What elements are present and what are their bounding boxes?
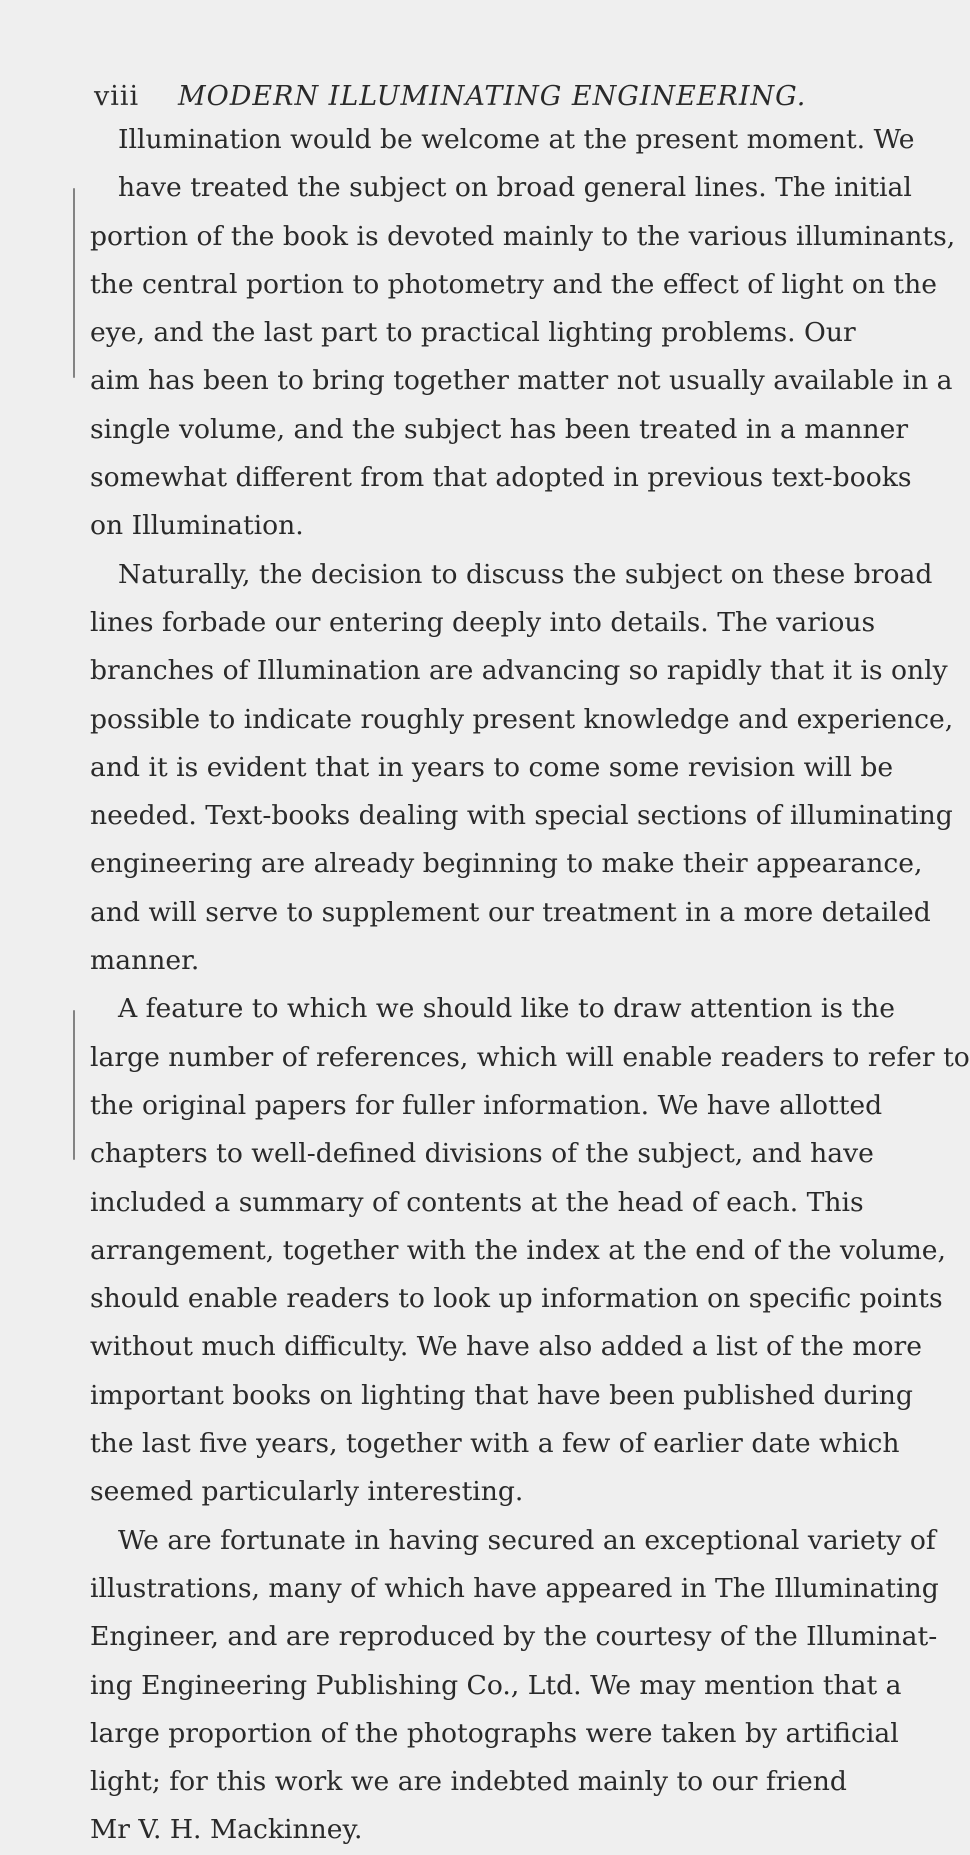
text-line: illustrations, many of which have appeared in The Illuminating bbox=[90, 1572, 939, 1604]
text-line: Engineer, and are reproduced by the courtesy of the Illuminat- bbox=[90, 1621, 938, 1653]
body-text bbox=[0, 116, 970, 1855]
text-line: the original papers for fuller information. We have allotted bbox=[90, 1089, 883, 1121]
text-line: needed. Text-books dealing with special sections of illuminating bbox=[90, 800, 953, 832]
text-line: ing Engineering Publishing Co., Ltd. We may mention that a bbox=[90, 1669, 902, 1701]
text-line: and will serve to supplement our treatment in a more detailed bbox=[90, 896, 931, 928]
paragraph-1 bbox=[0, 116, 956, 551]
text-line: chapters to well-defined divisions of the subject, and have bbox=[90, 1138, 874, 1170]
text-line: Mr V. H. Mackinney. bbox=[90, 1814, 363, 1846]
text-line: the central portion to photometry and the effect of light on the bbox=[90, 268, 937, 300]
paragraph-3 bbox=[0, 985, 970, 1516]
text-line: light; for this work we are indebted mainly to our friend bbox=[90, 1766, 847, 1798]
text-line: the last five years, together with a few of earlier date which bbox=[90, 1428, 900, 1460]
text-line: engineering are already beginning to make their appearance, bbox=[90, 848, 923, 880]
text-line: possible to indicate roughly present knowledge and experience, bbox=[90, 703, 954, 735]
text-line: have treated the subject on broad general lines. The initial bbox=[118, 172, 912, 204]
text-line: without much difficulty. We have also added a list of the more bbox=[90, 1331, 922, 1363]
running-head bbox=[94, 80, 807, 114]
text-line: Naturally, the decision to discuss the subject on these broad bbox=[118, 558, 933, 590]
text-line: A feature to which we should like to draw attention is the bbox=[118, 993, 895, 1025]
paragraph-2 bbox=[0, 551, 954, 986]
text-line: branches of Illumination are advancing so rapidly that it is only bbox=[90, 655, 948, 687]
text-line: We are fortunate in having secured an exceptional variety of bbox=[118, 1524, 936, 1556]
text-line: on Illumination. bbox=[90, 510, 304, 542]
text-line: included a summary of contents at the head of each. This bbox=[90, 1186, 864, 1218]
page-number: viii bbox=[94, 81, 140, 112]
text-line: manner. bbox=[90, 945, 200, 977]
text-line: aim has been to bring together matter not usually available in a bbox=[90, 365, 953, 397]
text-line: should enable readers to look up information on specific points bbox=[90, 1283, 943, 1315]
paragraph-4 bbox=[0, 1517, 939, 1855]
text-line: Illumination would be welcome at the present moment. We bbox=[118, 124, 915, 155]
text-line: somewhat different from that adopted in previous text-books bbox=[90, 462, 912, 494]
book-title: MODERN ILLUMINATING ENGINEERING. bbox=[178, 81, 807, 112]
text-line: portion of the book is devoted mainly to the various illuminants, bbox=[90, 220, 956, 252]
text-line: single volume, and the subject has been treated in a manner bbox=[90, 413, 909, 445]
text-line: large proportion of the photographs were taken by artificial bbox=[90, 1717, 899, 1749]
text-line: large number of references, which will enable readers to refer to bbox=[90, 1041, 970, 1073]
text-line: and it is evident that in years to come some revision will be bbox=[90, 751, 894, 783]
text-line: seemed particularly interesting. bbox=[90, 1476, 524, 1508]
text-line: eye, and the last part to practical lighting problems. Our bbox=[90, 317, 856, 349]
text-line: arrangement, together with the index at the end of the volume, bbox=[90, 1234, 946, 1266]
text-line: lines forbade our entering deeply into details. The various bbox=[90, 606, 876, 638]
text-line: important books on lighting that have been published during bbox=[90, 1379, 913, 1411]
